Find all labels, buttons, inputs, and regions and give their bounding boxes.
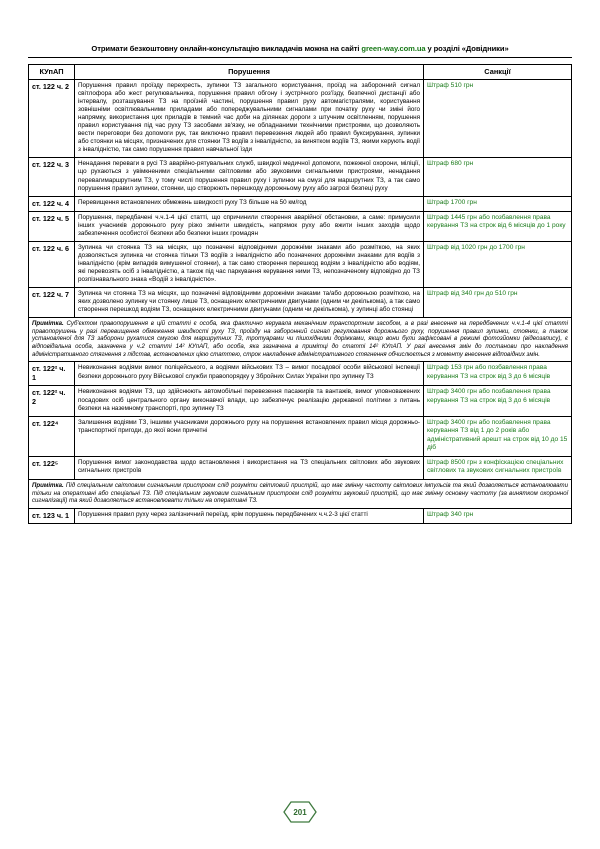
- table-row: [29, 386, 572, 416]
- header-text-after: у розділі «Довідники»: [425, 44, 509, 53]
- cell-sanction: Штраф 340 грн: [424, 509, 572, 524]
- cell-violation: Порушення, передбачені ч.ч.1-4 цієї статті, що спричинили створення аварійної обстановки, а саме: примусили інших учасників дорожнього руху різко змінити швидкість, напрямок руху або вжити інших заходів щодо забезпечення особистої безпеки або безпеки інших громадян: [75, 211, 424, 241]
- cell-article: ст. 122 ч. 4: [29, 196, 75, 211]
- cell-article: ст. 122 ч. 7: [29, 287, 75, 317]
- cell-article: ст. 122⁴: [29, 416, 75, 456]
- header-divider: [28, 57, 572, 58]
- cell-sanction: Штраф 3400 грн або позбавлення права керування ТЗ на строк від 3 до 6 місяців: [424, 386, 572, 416]
- cell-violation: Невиконання водіями ТЗ, що здійснюють автомобільні перевезення пасажирів та вантажів, вимог уповноважених посадових осіб центрального органу виконавчої влади, що забезпечує реалізацію державної політики з питань безпеки на наземному транспорті, про зупинку ТЗ: [75, 386, 424, 416]
- table-row: [29, 211, 572, 241]
- cell-sanction: Штраф 1700 грн: [424, 196, 572, 211]
- cell-violation: Зупинка чи стоянка ТЗ на місцях, що позначені відповідними дорожніми знаками або розміткою, на яких дозволяється зупинка чи стоянка тільки ТЗ водіїв з інвалідністю або позначених дорожніми знаками для водіїв з інвалідністю (крім випадків вимушеної стоянки), а так само створення перешкод водіям з інвалідністю або водіям, які перевозять осіб з інвалідністю, а також під час паркування керування ними ТЗ, непозначеному відповідно до ТЗ розпізнавального знака «Водій з інвалідністю».: [75, 241, 424, 287]
- page-number-badge: [283, 801, 317, 823]
- cell-article: ст. 122² ч. 2: [29, 386, 75, 416]
- cell-violation: Порушення вимог законодавства щодо встановлення і використання на ТЗ спеціальних світлових або звукових сигнальних пристроїв: [75, 456, 424, 479]
- note-text: Суб'єктом правопорушення в цій статті є особа, яка фактично керувала механічним транспортним засобом, а в разі внесення на передбачених ч.ч.1-4 цієї статті правопорушень у разі перевищення обмеження швидкості руху ТЗ, проїзду на заборонний сигнал регулювання дорожнього руху, порушення правил зупинки, стоянки, а також установленої для ТЗ заборони рухатися смугою для маршрутних ТЗ, тротуарами чи пішохідними доріжками, якщо вони були зафіксовані в режимі фотозйомки (відеозапису), є відповідальна особа, зазначена у ч.2 статті 14² КУпАП, або особа, яка зазначена в примітці до статті 14² КУпАП. У разі внесення змін до постанови про накладення адміністративного стягнення з підстав, встановлених цією статтею, строк накладення адміністративного стягнення обчислюється з моменту внесення відповідних змін.: [32, 320, 568, 358]
- cell-article: ст. 122⁵: [29, 456, 75, 479]
- cell-violation: Невиконання водіями вимог поліцейського, а водіями військових ТЗ – вимог посадової особи військової інспекції безпеки дорожнього руху Військової служби правопорядку у Збройних Силах України про зупинку ТЗ: [75, 362, 424, 386]
- table-row: [29, 287, 572, 317]
- column-header-article: КУпАП: [29, 65, 75, 80]
- cell-article: ст. 122 ч. 2: [29, 80, 75, 158]
- violations-table: [28, 64, 572, 524]
- cell-sanction: Штраф 510 грн: [424, 80, 572, 158]
- cell-sanction: Штраф від 1020 грн до 1700 грн: [424, 241, 572, 287]
- column-header-sanction: Санкції: [424, 65, 572, 80]
- cell-violation: Зупинка чи стоянка ТЗ на місцях, що позначені відповідними дорожніми знаками та/або дорожньою розміткою, на яких дозволено зупинку чи стоянку лише ТЗ, оснащених електричними двигунами (одним чи декількома), а так само створення перешкод водіям ТЗ, оснащених електричними двигунами (одним чи декількома), у зупинці або стоянці: [75, 287, 424, 317]
- table-row: [29, 196, 572, 211]
- cell-note: [29, 480, 572, 509]
- note-title: Примітка.: [32, 482, 64, 489]
- cell-sanction: Штраф від 340 грн до 510 грн: [424, 287, 572, 317]
- cell-sanction: Штраф 153 грн або позбавлення права керування ТЗ на строк від 3 до 6 місяців: [424, 362, 572, 386]
- table-row: [29, 362, 572, 386]
- table-note-row: [29, 480, 572, 509]
- table-row: [29, 241, 572, 287]
- table-body: [29, 80, 572, 524]
- cell-sanction: Штраф 680 грн: [424, 158, 572, 196]
- cell-violation: Перевищення встановлених обмежень швидкості руху ТЗ більше на 50 км/год: [75, 196, 424, 211]
- cell-article: ст. 122 ч. 5: [29, 211, 75, 241]
- cell-note: [29, 318, 572, 362]
- table-row: [29, 456, 572, 479]
- table-header-row: [29, 65, 572, 80]
- table-row: [29, 80, 572, 158]
- header-text-before: Отримати безкоштовну онлайн-консультацію викладачів можна на сайті: [91, 44, 362, 53]
- note-text: Під спеціальним світловим сигнальним пристроєм слід розуміти світловий пристрій, що має змінну частоту світлових імпульсів та який дозволяється встановлювати тільки на оперативні або спеціальні ТЗ. Під спеціальним звуковим сигнальним пристроєм слід розуміти звуковий пристрій, що має змінну основну частоту (за винятком охоронної сигналізації) та який дозволяється встановлювати тільки на оперативні ТЗ.: [32, 482, 568, 505]
- cell-article: ст. 123 ч. 1: [29, 509, 75, 524]
- cell-article: ст. 122 ч. 6: [29, 241, 75, 287]
- cell-article: ст. 122² ч. 1: [29, 362, 75, 386]
- cell-violation: Порушення правил проїзду перехресть, зупинки ТЗ загального користування, проїзд на заборонний сигнал світлофора або жест регулювальника, порушення правил обгону і зустрічного роз'їзду, безпечної дистанції або інтервалу, розташування ТЗ на проїзній частині, порушення правил руху автомагістралями, користування зовнішніми освітлювальними приладами або попереджувальними сигналами при початку руху чи зміні його напрямку, використання цих приладів в темний час доби на ділянках дороги з штучним освітленням, порушення правил користування під час руху ТЗ засобами зв'язку, не обладнаними технічними пристроями, що дозволяють вести переговори без допомоги рук, так виключно правил перевезення людей або правил буксирування, зупинки або стоянки на місцях, призначених для стоянки ТЗ водіїв з інвалідністю, за винятком водіїв ТЗ, якими керують водії з інвалідністю, так само порушення правил навчальної їзди: [75, 80, 424, 158]
- page-number-text: 201: [293, 807, 307, 817]
- table-note-row: [29, 318, 572, 362]
- page-header: [28, 44, 572, 57]
- header-site-link: green-way.com.ua: [361, 44, 426, 53]
- cell-sanction: Штраф 3400 грн або позбавлення права керування ТЗ від 1 до 2 років або адміністративний арешт на строк від 10 до 15 діб: [424, 416, 572, 456]
- cell-violation: Залишення водіями ТЗ, іншими учасниками дорожнього руху на порушення встановлених правил місця дорожньо-транспортної пригоди, до якої вони причетні: [75, 416, 424, 456]
- cell-sanction: Штраф 1445 грн або позбавлення права керування ТЗ на строк від 6 місяців до 1 року: [424, 211, 572, 241]
- table-row: [29, 158, 572, 196]
- cell-sanction: Штраф 8500 грн з конфіскацією спеціальних світлових та звукових сигнальних пристроїв: [424, 456, 572, 479]
- table-row: [29, 416, 572, 456]
- column-header-violation: Порушення: [75, 65, 424, 80]
- table-row: [29, 509, 572, 524]
- cell-violation: Порушення правил руху через залізничний переїзд, крім порушень передбачених ч.ч.2-3 цієї статті: [75, 509, 424, 524]
- cell-article: ст. 122 ч. 3: [29, 158, 75, 196]
- cell-violation: Ненадання переваги в русі ТЗ аварійно-рятувальних служб, швидкої медичної допомоги, пожежної охорони, міліції, що рухаються з увімкненими спеціальними світловими або звуковими сигнальними пристроями, ненадання перевагимаршрутним ТЗ, у тому числі порушення правил руху і зупинки на смузі для маршрутних ТЗ, а так само порушення правил зупинки, стоянки, що створюють перешкоду дорожньому руху або загрозі безпеці руху: [75, 158, 424, 196]
- note-title: Примітка.: [32, 320, 64, 328]
